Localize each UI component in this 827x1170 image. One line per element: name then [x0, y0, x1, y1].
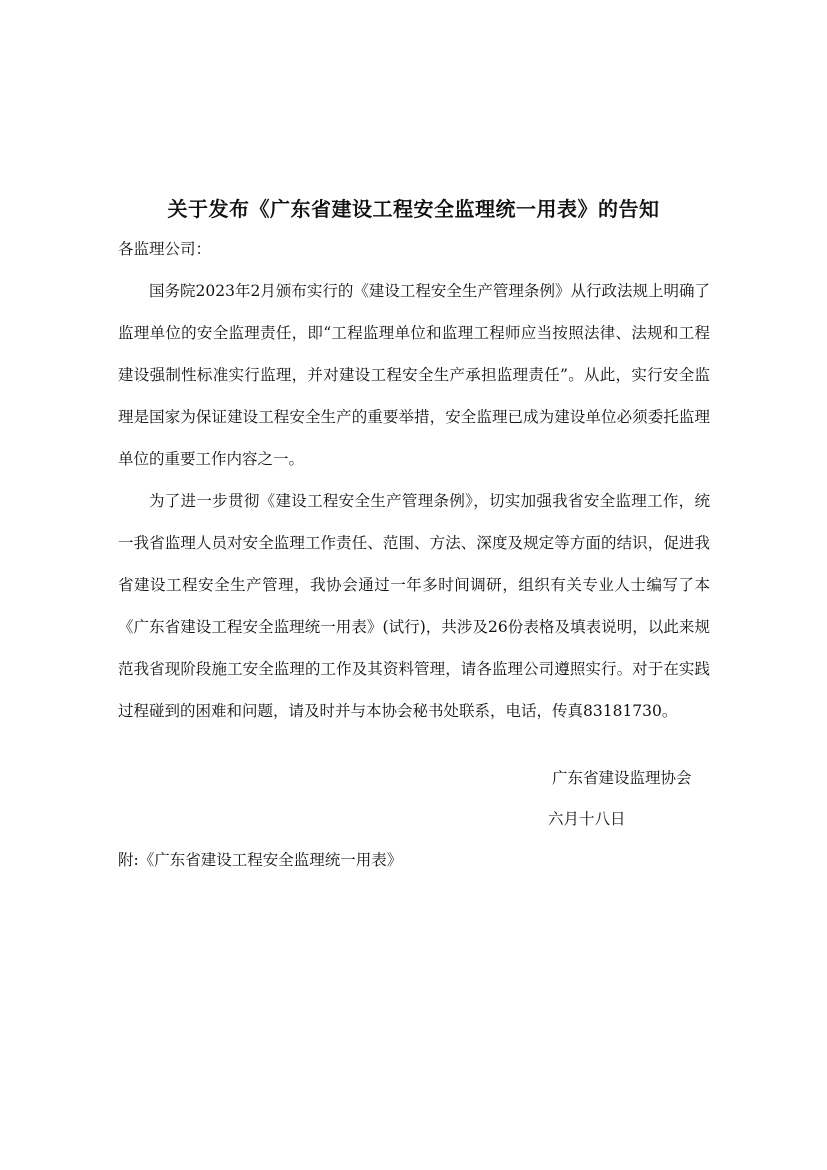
paragraph-1: 国务院2023年2月颁布实行的《建设工程安全生产管理条例》从行政法规上明确了监理单位的安全监理责任，即“工程监理单位和监理工程师应当按照法律、法规和工程建设强制性标准实行监理，并对建设工程安全生产承担监理责任”。从此，实行安全监理是国家为保证建设工程安全生产的重要举措，安全监理已成为建设单位必须委托监理单位的重要工作内容之一。	[118, 282, 710, 468]
salutation: 各监理公司：	[118, 240, 212, 258]
paragraph-2: 为了进一步贯彻《建设工程安全生产管理条例》，切实加强我省安全监理工作，统一我省监理人员对安全监理工作责任、范围、方法、深度及规定等方面的结识，促进我省建设工程安全生产管理，我协会通过一年多时间调研，组织有关专业人士编写了本《广东省建设工程安全监理统一用表》(试行)，共涉及26份表格及填表说明，以此来规范我省现阶段施工安全监理的工作及其资料管理，请各监理公司遵照实行。对于在实践过程碰到的困难和问题，请及时并与本协会秘书处联系，电话，传真83181730。	[118, 492, 710, 720]
attachment-note: 附:《广东省建设工程安全监理统一用表》	[118, 851, 403, 869]
signature-organization: 广东省建设监理协会	[552, 769, 692, 787]
document-title: 关于发布《广东省建设工程安全监理统一用表》的告知	[167, 197, 660, 221]
signature-date: 六月十八日	[548, 810, 626, 828]
